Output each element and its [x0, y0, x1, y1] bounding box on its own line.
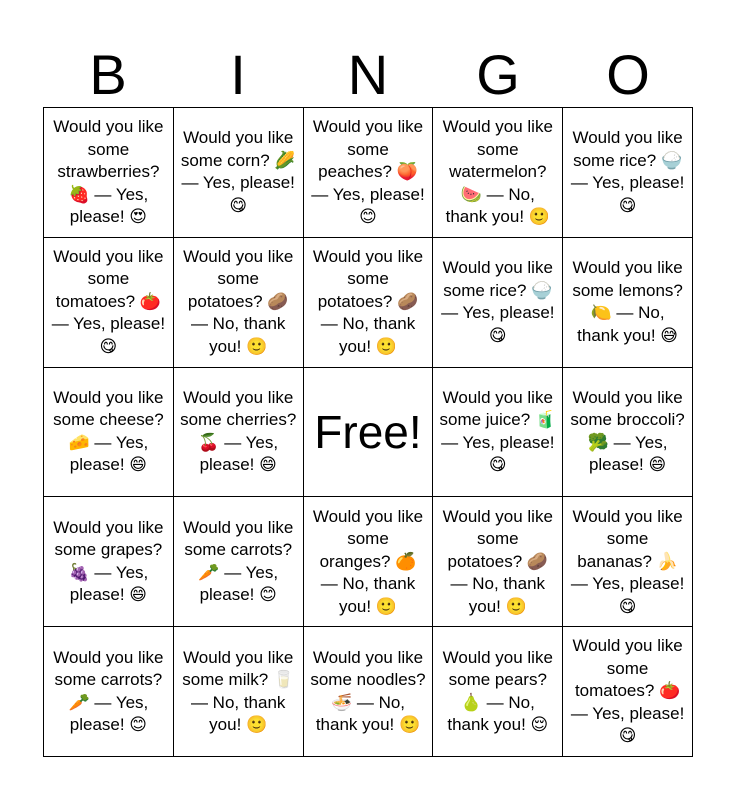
bingo-cell-r5-c2[interactable]: Would you like some milk? 🥛 — No, thank you! 🙂 [174, 627, 304, 757]
free-space[interactable]: Free! [304, 368, 434, 498]
bingo-cell-r4-c3[interactable]: Would you like some oranges? 🍊 — No, thank you! 🙂 [304, 497, 434, 627]
bingo-cell-r3-c4[interactable]: Would you like some juice? 🧃 — Yes, please! 😋 [433, 368, 563, 498]
bingo-cell-r2-c5[interactable]: Would you like some lemons? 🍋 — No, thank you! 😅 [563, 238, 693, 368]
bingo-cell-r3-c1[interactable]: Would you like some cheese? 🧀 — Yes, please! 😄 [44, 368, 174, 498]
bingo-cell-r4-c1[interactable]: Would you like some grapes? 🍇 — Yes, please! 😄 [44, 497, 174, 627]
bingo-cell-r2-c2[interactable]: Would you like some potatoes? 🥔 — No, thank you! 🙂 [174, 238, 304, 368]
bingo-cell-r1-c4[interactable]: Would you like some watermelon? 🍉 — No, thank you! 🙂 [433, 108, 563, 238]
bingo-cell-r3-c5[interactable]: Would you like some broccoli? 🥦 — Yes, please! 😄 [563, 368, 693, 498]
bingo-cell-r5-c1[interactable]: Would you like some carrots? 🥕 — Yes, please! 😊 [44, 627, 174, 757]
header-letter-n: N [347, 43, 389, 106]
header-letter-g: G [476, 43, 520, 106]
bingo-cell-r4-c5[interactable]: Would you like some bananas? 🍌 — Yes, please! 😋 [563, 497, 693, 627]
bingo-cell-r1-c5[interactable]: Would you like some rice? 🍚 — Yes, please! 😋 [563, 108, 693, 238]
bingo-cell-r3-c2[interactable]: Would you like some cherries? 🍒 — Yes, please! 😄 [174, 368, 304, 498]
header-letter-i: I [230, 43, 246, 106]
bingo-cell-r2-c4[interactable]: Would you like some rice? 🍚 — Yes, please! 😋 [433, 238, 563, 368]
bingo-board [43, 107, 693, 757]
bingo-cell-r5-c4[interactable]: Would you like some pears? 🍐 — No, thank you! 😌 [433, 627, 563, 757]
header-letter-b: B [89, 43, 127, 106]
bingo-cell-r4-c4[interactable]: Would you like some potatoes? 🥔 — No, thank you! 🙂 [433, 497, 563, 627]
bingo-cell-r5-c5[interactable]: Would you like some tomatoes? 🍅 — Yes, please! 😋 [563, 627, 693, 757]
bingo-header [43, 42, 693, 108]
bingo-cell-r5-c3[interactable]: Would you like some noodles? 🍜 — No, thank you! 🙂 [304, 627, 434, 757]
bingo-cell-r2-c1[interactable]: Would you like some tomatoes? 🍅 — Yes, please! 😋 [44, 238, 174, 368]
bingo-cell-r1-c3[interactable]: Would you like some peaches? 🍑 — Yes, please! 😊 [304, 108, 434, 238]
bingo-cell-r2-c3[interactable]: Would you like some potatoes? 🥔 — No, thank you! 🙂 [304, 238, 434, 368]
bingo-cell-r1-c1[interactable]: Would you like some strawberries? 🍓 — Yes, please! 😍 [44, 108, 174, 238]
bingo-cell-r4-c2[interactable]: Would you like some carrots? 🥕 — Yes, please! 😊 [174, 497, 304, 627]
bingo-cell-r1-c2[interactable]: Would you like some corn? 🌽 — Yes, please! 😋 [174, 108, 304, 238]
header-letter-o: O [606, 43, 650, 106]
